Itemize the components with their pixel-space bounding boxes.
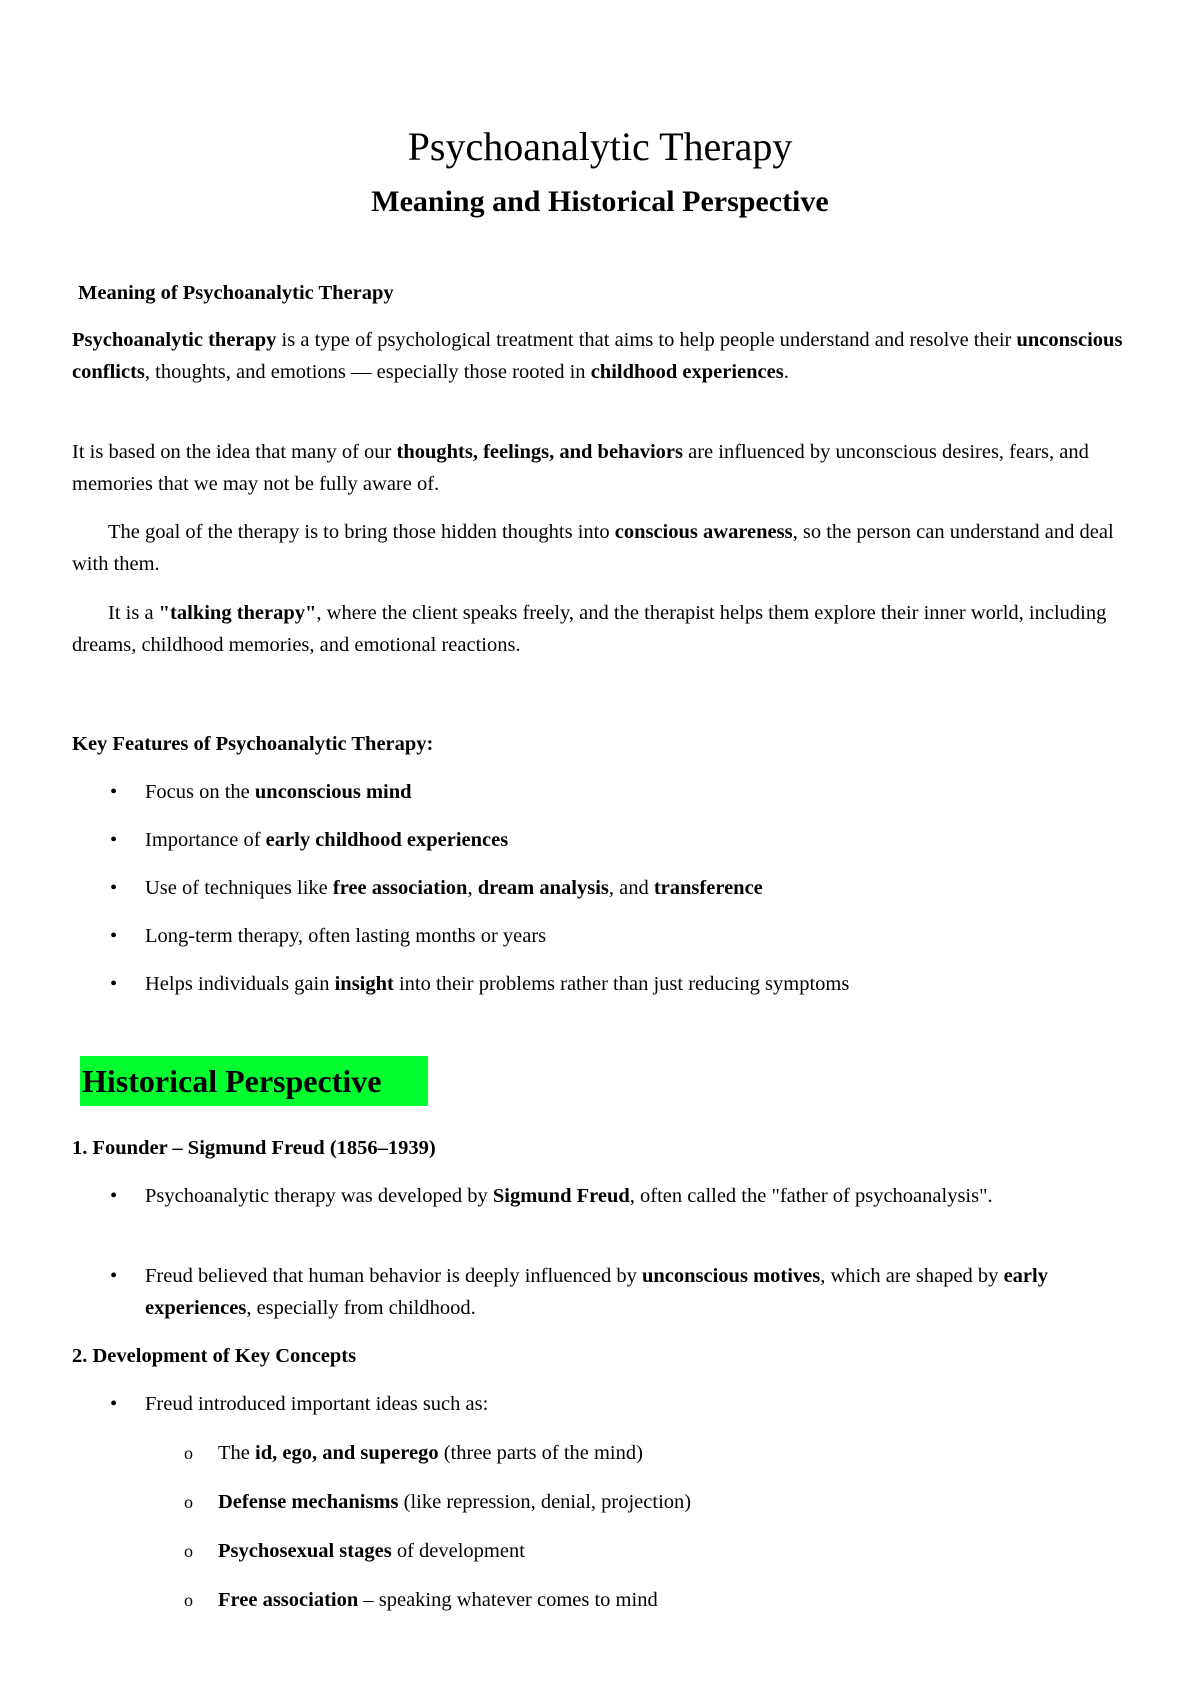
meaning-heading: Meaning of Psychoanalytic Therapy [78, 282, 394, 304]
circle-bullet-icon: o [184, 1590, 193, 1610]
bold-term: conscious awareness [614, 521, 793, 543]
document-title: Psychoanalytic Therapy [407, 124, 793, 169]
paragraph-text: , thoughts, and emotions — especially those rooted in [144, 361, 591, 383]
founder-heading: 1. Founder – Sigmund Freud (1856–1939) [72, 1137, 436, 1159]
item-text: of development [391, 1540, 525, 1562]
paragraph-text: , where the client speaks freely, and the therapist helps them explore their inner world, including dreams, childhood memories, and emotional reactions. [72, 602, 1107, 656]
circle-bullet-icon: o [184, 1541, 193, 1561]
circle-bullet-icon: o [184, 1492, 193, 1512]
bold-term: early childhood experiences [265, 829, 509, 851]
concept-subitem-3 [218, 1535, 1130, 1567]
circle-bullet-icon: o [184, 1443, 193, 1463]
meaning-paragraph-1 [72, 324, 1132, 388]
heading-text: Historical Perspective [82, 1063, 382, 1099]
paragraph-text: is a type of psychological treatment that aims to help people understand and resolve their [276, 329, 1017, 351]
bullet-icon: • [110, 829, 118, 851]
bold-term: "talking therapy" [158, 602, 317, 624]
bold-term: id, ego, and superego [255, 1442, 439, 1464]
bold-term: insight [334, 973, 394, 995]
bold-term: unconscious conflicts [72, 329, 1123, 383]
founder-item-1 [145, 1180, 1130, 1212]
feature-item-2 [145, 824, 1130, 856]
bullet-icon: • [110, 925, 118, 947]
paragraph-text: , so the person can understand and deal with them. [72, 521, 1114, 575]
feature-item-4 [145, 920, 1130, 952]
bullet-icon: • [110, 1265, 118, 1287]
bold-term: Free association [218, 1589, 359, 1611]
item-text: , especially from childhood. [246, 1297, 476, 1319]
item-text: (like repression, denial, projection) [398, 1491, 692, 1513]
item-text: , [467, 877, 478, 899]
concept-subitem-1 [218, 1437, 1130, 1469]
item-text: Freud introduced important ideas such as: [145, 1393, 489, 1415]
item-text: – speaking whatever comes to mind [358, 1589, 658, 1611]
item-text: , which are shaped by [820, 1265, 1004, 1287]
bold-term: unconscious mind [254, 781, 412, 803]
item-text: Helps individuals gain [145, 973, 335, 995]
historical-perspective-heading [80, 1056, 428, 1106]
founder-item-2 [145, 1260, 1130, 1324]
bullet-icon: • [110, 973, 118, 995]
meaning-paragraph-4 [72, 597, 1132, 661]
paragraph-text: It is a [108, 602, 159, 624]
bold-term: thoughts, feelings, and behaviors [396, 441, 683, 463]
paragraph-text: . [783, 361, 789, 383]
bullet-icon: • [110, 1185, 118, 1207]
paragraph-text: It is based on the idea that many of our [72, 441, 397, 463]
bold-term: transference [653, 877, 763, 899]
bold-term: free association [332, 877, 468, 899]
bold-term: unconscious motives [641, 1265, 821, 1287]
bold-term: Defense mechanisms [218, 1491, 399, 1513]
bullet-icon: • [110, 1393, 118, 1415]
item-text: (three parts of the mind) [438, 1442, 643, 1464]
concept-subitem-4 [218, 1584, 1130, 1616]
meaning-paragraph-2 [72, 436, 1132, 500]
concepts-item-1 [145, 1388, 1130, 1420]
bold-term: dream analysis [477, 877, 609, 899]
paragraph-text: are influenced by unconscious desires, fears, and memories that we may not be fully aware of. [72, 441, 1089, 495]
bullet-icon: • [110, 877, 118, 899]
item-text: Use of techniques like [145, 877, 333, 899]
item-text: , often called the "father of psychoanalysis". [629, 1185, 993, 1207]
bold-term: Psychoanalytic therapy [72, 329, 277, 351]
feature-item-3 [145, 872, 1130, 904]
feature-item-1 [145, 776, 1130, 808]
concept-subitem-2 [218, 1486, 1130, 1518]
item-text: Importance of [145, 829, 266, 851]
item-text: Long-term therapy, often lasting months or years [145, 925, 547, 947]
item-text: Psychoanalytic therapy was developed by [145, 1185, 493, 1207]
bullet-icon: • [110, 781, 118, 803]
item-text: into their problems rather than just reducing symptoms [393, 973, 850, 995]
paragraph-text: The goal of the therapy is to bring those hidden thoughts into [108, 521, 615, 543]
item-text: The [218, 1442, 255, 1464]
concepts-heading: 2. Development of Key Concepts [72, 1345, 357, 1367]
item-text: , and [608, 877, 654, 899]
features-heading: Key Features of Psychoanalytic Therapy: [72, 733, 434, 755]
meaning-paragraph-3 [72, 516, 1132, 580]
bold-term: childhood experiences [590, 361, 784, 383]
bold-term: early experiences [145, 1265, 1048, 1319]
bold-term: Psychosexual stages [218, 1540, 392, 1562]
feature-item-5 [145, 968, 1130, 1000]
item-text: Focus on the [145, 781, 255, 803]
document-subtitle: Meaning and Historical Perspective [371, 185, 829, 218]
bold-term: Sigmund Freud [492, 1185, 630, 1207]
item-text: Freud believed that human behavior is deeply influenced by [145, 1265, 642, 1287]
